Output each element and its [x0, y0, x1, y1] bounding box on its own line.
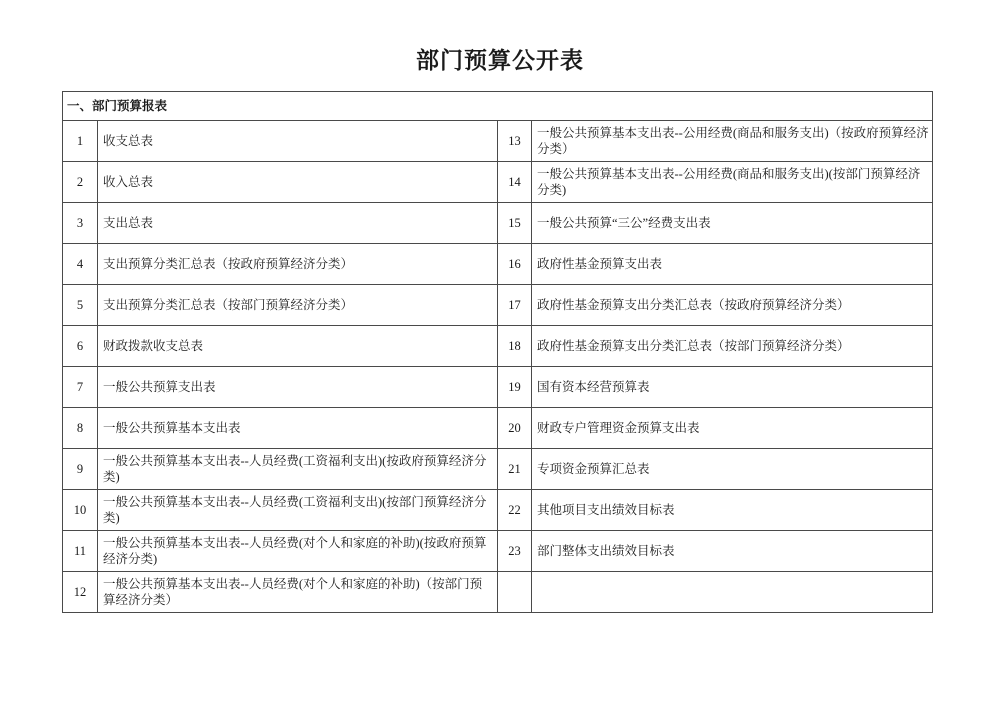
- page-title: 部门预算公开表: [416, 48, 584, 73]
- row-number-cell: 1: [63, 121, 98, 162]
- table-row: [63, 203, 933, 244]
- table-row: [63, 285, 933, 326]
- row-number-cell: 11: [63, 531, 98, 572]
- table-row: [63, 408, 933, 449]
- budget-report-table: [62, 91, 933, 613]
- report-name-cell: 一般公共预算支出表: [98, 367, 498, 408]
- report-name-cell: 一般公共预算基本支出表: [98, 408, 498, 449]
- report-name-cell: 支出预算分类汇总表（按政府预算经济分类）: [98, 244, 498, 285]
- row-number-cell: 6: [63, 326, 98, 367]
- report-name-cell: 支出总表: [98, 203, 498, 244]
- report-name-cell: 一般公共预算“三公”经费支出表: [532, 203, 933, 244]
- report-name-cell: 国有资本经营预算表: [532, 367, 933, 408]
- report-name-cell: 部门整体支出绩效目标表: [532, 531, 933, 572]
- table-row: [63, 326, 933, 367]
- report-name-cell: 一般公共预算基本支出表--公用经费(商品和服务支出)(按部门预算经济分类): [532, 162, 933, 203]
- row-number-cell: 10: [63, 490, 98, 531]
- row-number-cell: 16: [498, 244, 532, 285]
- report-name-cell: 其他项目支出绩效目标表: [532, 490, 933, 531]
- table-row: [63, 367, 933, 408]
- row-number-cell: 17: [498, 285, 532, 326]
- row-number-cell: 3: [63, 203, 98, 244]
- row-number-cell: 20: [498, 408, 532, 449]
- row-number-cell: 22: [498, 490, 532, 531]
- row-number-cell: 2: [63, 162, 98, 203]
- report-name-cell: 一般公共预算基本支出表--公用经费(商品和服务支出)（按政府预算经济分类）: [532, 121, 933, 162]
- report-name-cell: 一般公共预算基本支出表--人员经费(对个人和家庭的补助)（按部门预算经济分类）: [98, 572, 498, 613]
- report-name-cell: 一般公共预算基本支出表--人员经费(工资福利支出)(按部门预算经济分类): [98, 490, 498, 531]
- table-row: [63, 449, 933, 490]
- table-row: [63, 572, 933, 613]
- row-number-cell: 12: [63, 572, 98, 613]
- row-number-cell: 15: [498, 203, 532, 244]
- report-name-cell: 政府性基金预算支出分类汇总表（按部门预算经济分类）: [532, 326, 933, 367]
- row-number-cell: [498, 572, 532, 613]
- report-name-cell: 专项资金预算汇总表: [532, 449, 933, 490]
- table-row: [63, 162, 933, 203]
- table-row: [63, 121, 933, 162]
- report-name-cell: 支出预算分类汇总表（按部门预算经济分类）: [98, 285, 498, 326]
- row-number-cell: 13: [498, 121, 532, 162]
- report-name-cell: [532, 572, 933, 613]
- row-number-cell: 23: [498, 531, 532, 572]
- row-number-cell: 18: [498, 326, 532, 367]
- row-number-cell: 7: [63, 367, 98, 408]
- table-row: [63, 531, 933, 572]
- row-number-cell: 21: [498, 449, 532, 490]
- table-row: [63, 490, 933, 531]
- row-number-cell: 5: [63, 285, 98, 326]
- report-name-cell: 收入总表: [98, 162, 498, 203]
- row-number-cell: 4: [63, 244, 98, 285]
- report-name-cell: 财政专户管理资金预算支出表: [532, 408, 933, 449]
- section-header-row: [63, 92, 933, 121]
- row-number-cell: 8: [63, 408, 98, 449]
- row-number-cell: 14: [498, 162, 532, 203]
- report-name-cell: 一般公共预算基本支出表--人员经费(工资福利支出)(按政府预算经济分类): [98, 449, 498, 490]
- section-header: 一、部门预算报表: [63, 92, 933, 121]
- row-number-cell: 19: [498, 367, 532, 408]
- report-name-cell: 政府性基金预算支出分类汇总表（按政府预算经济分类）: [532, 285, 933, 326]
- row-number-cell: 9: [63, 449, 98, 490]
- report-name-cell: 政府性基金预算支出表: [532, 244, 933, 285]
- table-row: [63, 244, 933, 285]
- report-name-cell: 财政拨款收支总表: [98, 326, 498, 367]
- report-name-cell: 收支总表: [98, 121, 498, 162]
- report-name-cell: 一般公共预算基本支出表--人员经费(对个人和家庭的补助)(按政府预算经济分类): [98, 531, 498, 572]
